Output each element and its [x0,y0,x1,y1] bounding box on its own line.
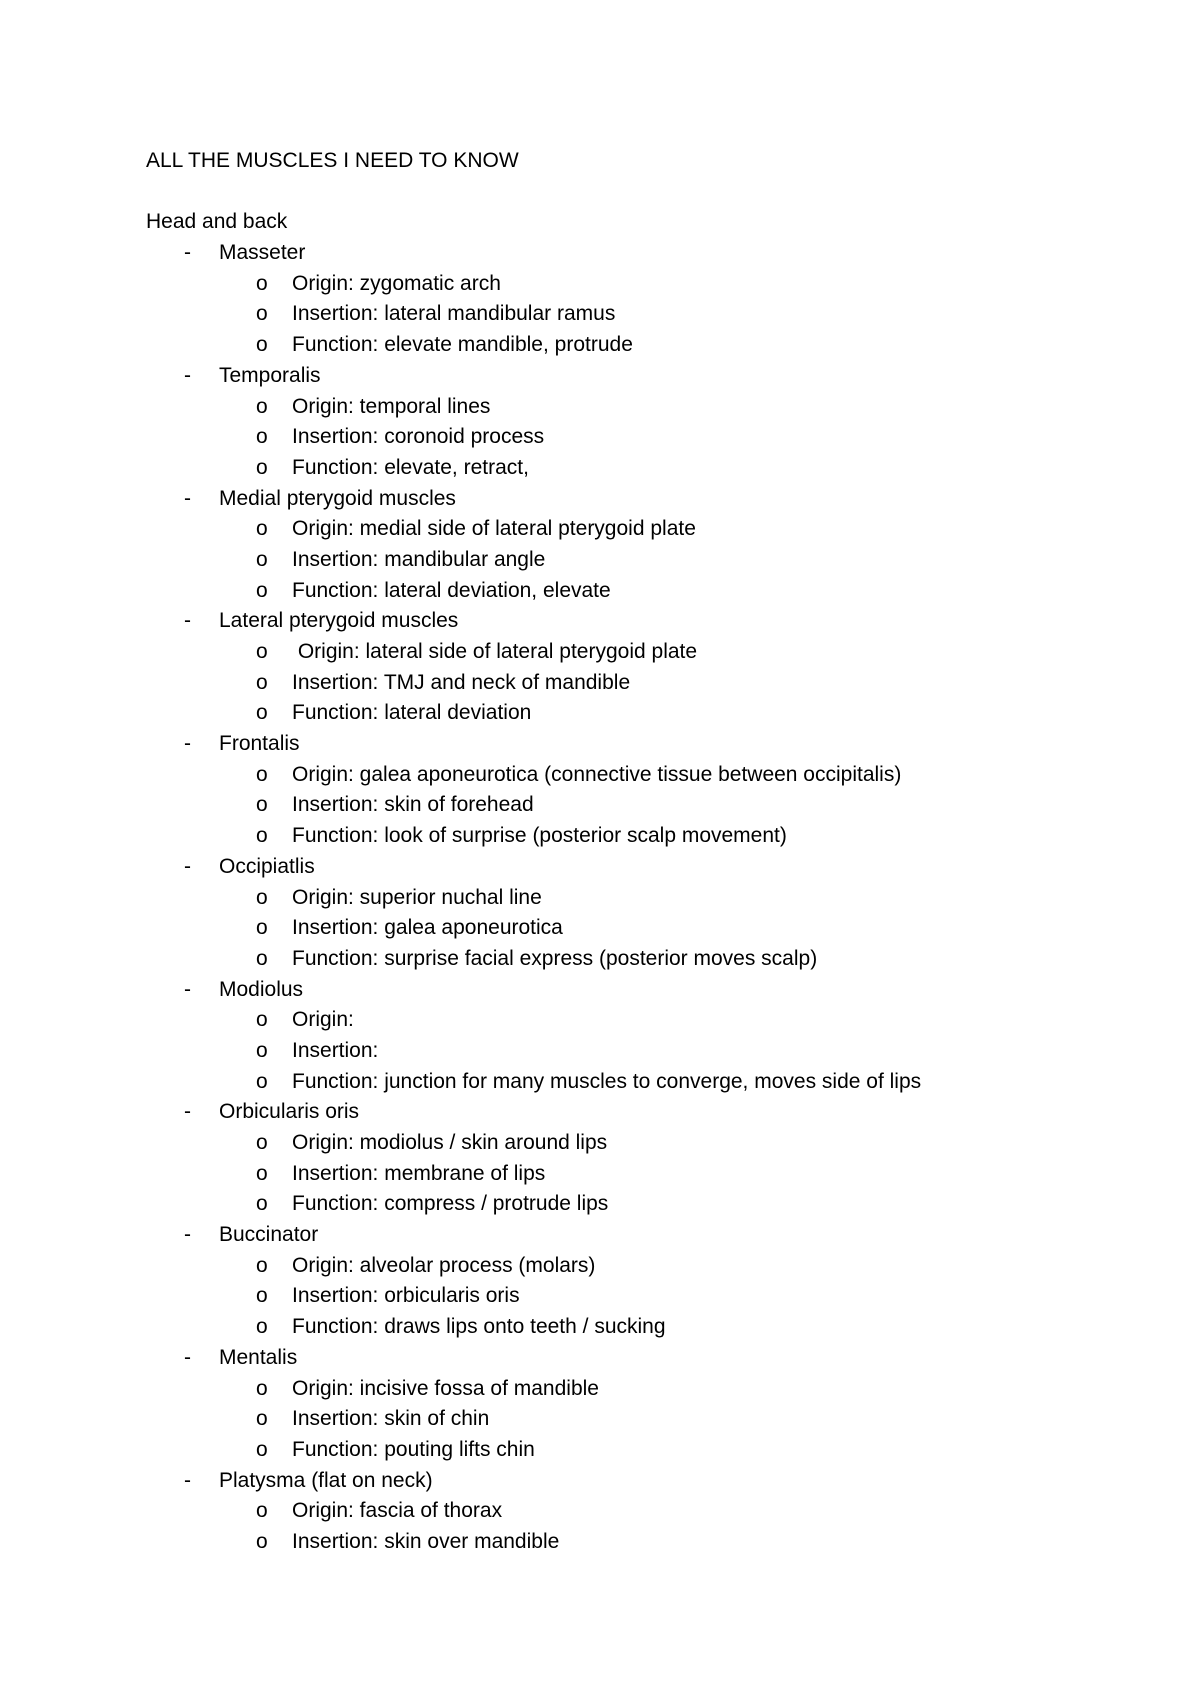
muscle-detail [146,1312,1106,1343]
muscle-detail [146,1159,1106,1190]
circle-bullet: o [256,1437,268,1461]
detail-text: Origin: medial side of lateral pterygoid plate [292,517,696,541]
detail-text: Insertion: skin of chin [292,1407,490,1431]
muscle-detail [146,944,1106,975]
muscle-item [146,1343,1106,1374]
circle-bullet: o [256,578,268,602]
detail-text: Insertion: membrane of lips [292,1161,546,1185]
muscle-detail [146,760,1106,791]
circle-bullet: o [256,455,268,479]
muscle-detail [146,299,1106,330]
muscle-name: Lateral pterygoid muscles [219,609,459,633]
muscle-name: Platysma (flat on neck) [219,1468,433,1492]
muscle-detail [146,883,1106,914]
detail-text: Function: lateral deviation [292,701,532,725]
detail-text: Function: surprise facial express (posterior moves scalp) [292,946,818,970]
muscle-detail [146,1374,1106,1405]
muscle-detail [146,668,1106,699]
muscle-detail [146,453,1106,484]
muscle-detail [146,269,1106,300]
circle-bullet: o [256,1407,268,1431]
detail-text: Insertion: TMJ and neck of mandible [292,670,631,694]
circle-bullet: o [256,1253,268,1277]
dash-bullet: - [184,1345,191,1369]
detail-text: Insertion: [292,1038,379,1062]
document-body [146,146,1106,1558]
circle-bullet: o [256,1192,268,1216]
muscle-detail [146,545,1106,576]
dash-bullet: - [184,486,191,510]
muscle-detail [146,1527,1106,1558]
circle-bullet: o [256,701,268,725]
muscle-entry [146,729,1106,852]
section-heading: Head and back [146,210,288,234]
muscle-item [146,852,1106,883]
muscle-name: Medial pterygoid muscles [219,486,456,510]
circle-bullet: o [256,885,268,909]
muscle-name: Modiolus [219,977,304,1001]
dash-bullet: - [184,854,191,878]
muscle-item [146,484,1106,515]
muscle-detail [146,637,1106,668]
detail-text: Origin: galea aponeurotica (connective tissue between occipitalis) [292,762,902,786]
muscle-detail [146,576,1106,607]
dash-bullet: - [184,1468,191,1492]
circle-bullet: o [256,1315,268,1339]
muscle-item [146,1466,1106,1497]
dash-bullet: - [184,732,191,756]
detail-text: Insertion: skin over mandible [292,1529,560,1553]
muscle-entry [146,1466,1106,1558]
detail-text: Function: elevate, retract, [292,455,529,479]
dash-bullet: - [184,363,191,387]
detail-text: Function: elevate mandible, protrude [292,333,633,357]
detail-text: Origin: temporal lines [292,394,491,418]
circle-bullet: o [256,333,268,357]
document-title: ALL THE MUSCLES I NEED TO KNOW [146,149,519,172]
muscle-name: Occipiatlis [219,854,315,878]
circle-bullet: o [256,517,268,541]
dash-bullet: - [184,1223,191,1247]
circle-bullet: o [256,1069,268,1093]
muscle-detail [146,1189,1106,1220]
muscle-entry [146,484,1106,607]
muscle-detail [146,1128,1106,1159]
detail-text: Origin: alveolar process (molars) [292,1253,596,1277]
muscle-detail [146,1251,1106,1282]
muscle-item [146,238,1106,269]
circle-bullet: o [256,1499,268,1523]
circle-bullet: o [256,271,268,295]
circle-bullet: o [256,1376,268,1400]
circle-bullet: o [256,640,268,663]
detail-text: Function: draws lips onto teeth / sucking [292,1315,666,1339]
muscle-name: Buccinator [219,1223,319,1247]
muscle-detail [146,1005,1106,1036]
muscle-item [146,361,1106,392]
muscle-entry [146,852,1106,975]
detail-text: Function: junction for many muscles to converge, moves side of lips [292,1069,922,1093]
muscle-detail [146,392,1106,423]
circle-bullet: o [256,425,268,449]
muscle-name: Mentalis [219,1345,298,1369]
circle-bullet: o [256,670,268,694]
muscle-detail [146,913,1106,944]
circle-bullet: o [256,793,268,817]
muscle-entry [146,238,1106,361]
muscle-detail [146,1036,1106,1067]
muscle-detail [146,790,1106,821]
circle-bullet: o [256,1131,268,1154]
circle-bullet: o [256,1284,268,1308]
circle-bullet: o [256,916,268,940]
dash-bullet: - [184,609,191,633]
detail-text: Insertion: mandibular angle [292,547,546,571]
detail-text: Insertion: galea aponeurotica [292,916,563,940]
detail-text: Insertion: coronoid process [292,425,545,449]
muscle-entry [146,975,1106,1098]
muscle-detail [146,330,1106,361]
dash-bullet: - [184,977,191,1001]
detail-text: Origin: superior nuchal line [292,885,542,909]
muscle-item [146,975,1106,1006]
muscle-entry [146,361,1106,484]
circle-bullet: o [256,1038,268,1062]
muscle-name: Temporalis [219,363,321,387]
detail-text: Insertion: lateral mandibular ramus [292,302,616,326]
muscle-detail [146,821,1106,852]
muscle-detail [146,514,1106,545]
muscle-detail [146,1404,1106,1435]
detail-text: Insertion: orbicularis oris [292,1284,520,1308]
muscle-detail [146,1067,1106,1098]
circle-bullet: o [256,1161,268,1185]
circle-bullet: o [256,824,268,848]
circle-bullet: o [256,762,268,786]
dash-bullet: - [184,241,191,265]
muscle-name: Masseter [219,241,306,265]
detail-text: Origin: lateral side of lateral pterygoid plate [292,640,698,663]
detail-text: Function: pouting lifts chin [292,1437,535,1461]
detail-text: Function: look of surprise (posterior scalp movement) [292,824,787,848]
detail-text: Origin: modiolus / skin around lips [292,1131,608,1154]
detail-text: Origin: zygomatic arch [292,271,501,295]
muscle-name: Orbicularis oris [219,1100,360,1124]
muscle-entry [146,1097,1106,1220]
circle-bullet: o [256,946,268,970]
muscle-item [146,729,1106,760]
detail-text: Function: lateral deviation, elevate [292,578,611,602]
muscle-item [146,1097,1106,1128]
dash-bullet: - [184,1100,191,1124]
circle-bullet: o [256,1529,268,1553]
muscle-name: Frontalis [219,732,300,756]
muscle-entry [146,606,1106,729]
detail-text: Origin: incisive fossa of mandible [292,1376,599,1400]
muscle-detail [146,422,1106,453]
detail-text: Origin: [292,1008,354,1032]
muscle-item [146,1220,1106,1251]
detail-text: Origin: fascia of thorax [292,1499,503,1523]
muscle-item [146,606,1106,637]
muscle-detail [146,1435,1106,1466]
circle-bullet: o [256,547,268,571]
circle-bullet: o [256,302,268,326]
muscle-detail [146,1281,1106,1312]
detail-text: Function: compress / protrude lips [292,1192,609,1216]
muscle-detail [146,1496,1106,1527]
muscle-entry [146,1343,1106,1466]
circle-bullet: o [256,1008,268,1032]
muscle-entry [146,1220,1106,1343]
muscle-detail [146,698,1106,729]
circle-bullet: o [256,394,268,418]
detail-text: Insertion: skin of forehead [292,793,534,817]
muscle-list [146,238,1106,1558]
